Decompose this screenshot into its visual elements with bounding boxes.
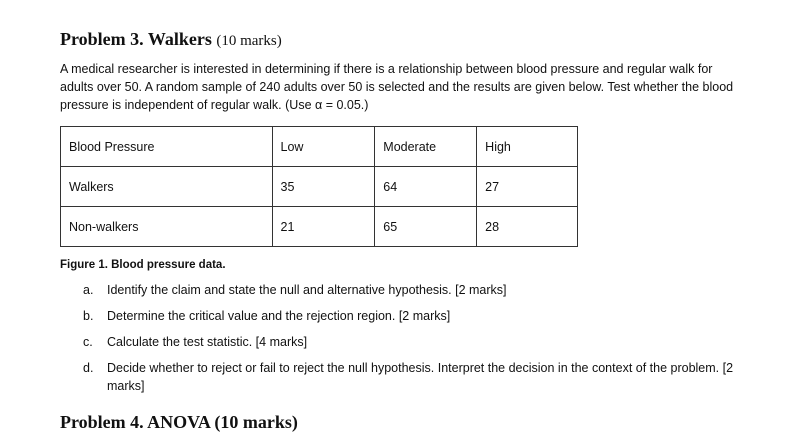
table-cell: Non-walkers bbox=[61, 207, 273, 247]
table-header-cell: Moderate bbox=[375, 127, 477, 167]
question-list bbox=[60, 281, 740, 395]
question-text: Calculate the test statistic. [4 marks] bbox=[107, 335, 308, 349]
question-letter: a. bbox=[83, 283, 94, 297]
table-cell: 65 bbox=[375, 207, 477, 247]
question-item bbox=[83, 281, 740, 299]
table-header-cell: Low bbox=[272, 127, 375, 167]
question-item bbox=[83, 307, 740, 325]
table-cell: 64 bbox=[375, 167, 477, 207]
document-body bbox=[60, 28, 740, 403]
problem-marks: (10 marks) bbox=[216, 33, 282, 49]
question-text: Identify the claim and state the null and alternative hypothesis. [2 marks] bbox=[107, 283, 507, 297]
question-text: Determine the critical value and the rejection region. [2 marks] bbox=[107, 309, 451, 323]
table-cell: 35 bbox=[272, 167, 375, 207]
table-row bbox=[61, 207, 578, 247]
blood-pressure-table bbox=[60, 126, 578, 247]
next-problem-title-cutoff: Problem 4. ANOVA (10 marks) bbox=[60, 412, 298, 432]
table-cell: Walkers bbox=[61, 167, 273, 207]
table-cell: 21 bbox=[272, 207, 375, 247]
question-item bbox=[83, 333, 740, 351]
question-letter: b. bbox=[83, 309, 94, 323]
table-header-cell: High bbox=[477, 127, 578, 167]
table-header-row bbox=[61, 127, 578, 167]
table-header-cell: Blood Pressure bbox=[61, 127, 273, 167]
problem-title-text: Problem 3. Walkers bbox=[60, 29, 212, 49]
question-text: Decide whether to reject or fail to reject the null hypothesis. Interpret the decision in the context of the problem. [2 marks] bbox=[107, 361, 734, 393]
question-letter: d. bbox=[83, 361, 94, 375]
question-letter: c. bbox=[83, 335, 93, 349]
table-cell: 27 bbox=[477, 167, 578, 207]
table-cell: 28 bbox=[477, 207, 578, 247]
question-item bbox=[83, 359, 740, 395]
problem-intro: A medical researcher is interested in determining if there is a relationship between blood pressure and regular walk for adults over 50. A random sample of 240 adults over 50 is selected and the results are given below. Test whether the blood pressure is independent of regular walk. (Use α = 0.05.) bbox=[60, 62, 734, 112]
figure-caption: Figure 1. Blood pressure data. bbox=[60, 259, 226, 271]
table-row bbox=[61, 167, 578, 207]
problem-title bbox=[60, 28, 740, 52]
